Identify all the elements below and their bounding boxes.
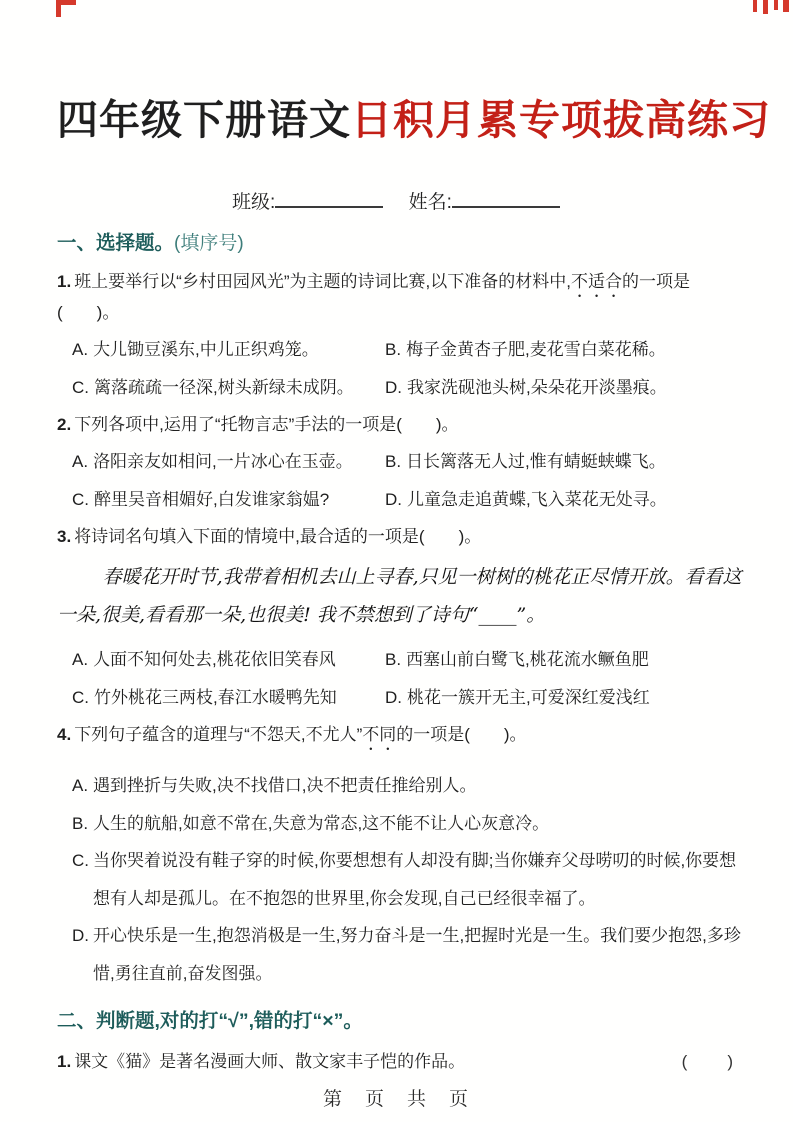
section-heading-text: 一、选择题。	[57, 232, 175, 255]
name-blank-line	[452, 187, 560, 208]
option-text: 人生的航船,如意不常在,失意为常态,这不能不让人心灰意冷。	[93, 813, 550, 833]
option-text: 篱落疏疏一径深,树头新绿未成阴。	[94, 378, 354, 398]
option-text: 竹外桃花三两枝,春江水暖鸭先知	[94, 688, 337, 708]
section-heading-note: (填序号)	[174, 233, 244, 255]
option-label: A.	[72, 340, 89, 360]
option-a	[72, 450, 385, 473]
judgment-question-1	[57, 1050, 743, 1073]
option-label: D.	[385, 378, 402, 398]
option-label: B.	[72, 813, 89, 833]
red-crop-mark-top-right	[753, 0, 757, 12]
option-c	[57, 842, 743, 917]
question-number: 1.	[57, 1052, 72, 1072]
question-number: 3.	[57, 527, 72, 547]
section-heading-text: 二、判断题,对的打“√”,错的打“×”。	[57, 1010, 363, 1033]
page-title	[57, 0, 771, 145]
question-number: 4.	[57, 725, 72, 745]
question-4-stem	[57, 723, 743, 754]
question-2-stem	[57, 413, 743, 436]
option-label: A.	[72, 776, 89, 796]
question-2-options	[72, 450, 743, 511]
option-label: A.	[72, 452, 89, 472]
option-label: C.	[72, 688, 89, 708]
option-b	[385, 338, 743, 361]
option-text: 儿童急走追黄蝶,飞入菜花无处寻。	[407, 490, 667, 510]
name-label: 姓名:	[408, 192, 452, 214]
option-text: 人面不知何处去,桃花依旧笑春风	[93, 650, 336, 670]
option-text: 我家洗砚池头树,朵朵花开淡墨痕。	[407, 378, 667, 398]
option-label: D.	[72, 926, 89, 946]
stem-text: 班上要举行以“乡村田园风光”为主题的诗词比赛,以下准备的材料中,	[74, 272, 571, 292]
option-text: 日长篱落无人过,惟有蜻蜓蛱蝶飞。	[406, 452, 666, 472]
stem-text: 将诗词名句填入下面的情境中,最合适的一项是( )。	[74, 527, 482, 547]
option-a	[72, 648, 385, 671]
option-label: C.	[72, 378, 89, 398]
question-3-passage: 春暖花开时节,我带着相机去山上寻春,只见一树树的桃花正尽情开放。看看这一朵,很美,看看那一朵,也很美! 我不禁想到了诗句“____”。	[57, 566, 742, 627]
red-crop-mark-top-left	[56, 0, 61, 17]
option-text: 大儿锄豆溪东,中儿正织鸡笼。	[93, 340, 319, 360]
option-label: B.	[385, 452, 402, 472]
class-blank-line	[275, 187, 383, 208]
red-crop-mark-top-right	[763, 0, 768, 14]
option-label: C.	[72, 490, 89, 510]
option-text: 西塞山前白鹭飞,桃花流水鳜鱼肥	[406, 650, 649, 670]
option-label: D.	[385, 688, 402, 708]
option-text: 遇到挫折与失败,决不找借口,决不把责任推给别人。	[93, 776, 477, 796]
question-number: 2.	[57, 415, 72, 435]
option-label: C.	[72, 851, 89, 871]
stem-text: 的一项是( )。	[396, 725, 527, 745]
option-b	[57, 805, 743, 843]
stem-emphasized-text: 不适合	[570, 272, 622, 292]
option-label: B.	[385, 340, 402, 360]
option-c	[72, 376, 385, 399]
section-heading-judgment	[57, 1009, 743, 1033]
option-text: 桃花一簇开无主,可爱深红爱浅红	[407, 688, 650, 708]
option-text: 梅子金黄杏子肥,麦花雪白菜花稀。	[406, 340, 666, 360]
section-heading-choice	[57, 231, 743, 256]
question-text: 课文《猫》是著名漫画大师、散文家丰子恺的作品。	[74, 1052, 466, 1072]
option-d	[385, 686, 743, 709]
option-label: D.	[385, 490, 402, 510]
question-1-options	[72, 338, 743, 399]
option-label: B.	[385, 650, 402, 670]
red-crop-mark-top-right	[774, 0, 778, 10]
option-text: 洛阳亲友如相问,一片冰心在玉壶。	[93, 452, 353, 472]
option-d	[57, 917, 743, 992]
stem-text: 下列各项中,运用了“托物言志”手法的一项是( )。	[74, 415, 459, 435]
question-3-stem	[57, 525, 743, 548]
option-d	[385, 376, 743, 399]
class-label: 班级:	[232, 192, 276, 214]
judgment-text	[57, 1050, 465, 1073]
option-d	[385, 488, 743, 511]
stem-text: 的一项是( )。	[57, 272, 690, 323]
option-c	[72, 686, 385, 709]
title-main: 四年级下册语文	[57, 97, 351, 143]
option-label: A.	[72, 650, 89, 670]
stem-emphasized-text: 不同	[362, 725, 397, 745]
option-text: 开心快乐是一生,抱怨消极是一生,努力奋斗是一生,把握时光是一生。我们要少抱怨,多珍惜,勇往直前,奋发图强。	[93, 926, 741, 983]
title-highlight: 日积月累专项拔高练习	[351, 97, 771, 143]
option-a	[57, 767, 743, 805]
page-footer: 第 页 共 页	[322, 1089, 470, 1110]
option-a	[72, 338, 385, 361]
option-c	[72, 488, 385, 511]
option-text: 醉里吴音相媚好,白发谁家翁媪?	[94, 490, 330, 510]
question-3-options	[72, 648, 743, 709]
student-id-row	[232, 187, 743, 214]
judgment-answer-blank: ( )	[681, 1052, 735, 1072]
red-crop-mark-top-right	[783, 0, 789, 12]
option-b	[385, 648, 743, 671]
question-number: 1.	[57, 272, 72, 292]
stem-text: 下列句子蕴含的道理与“不怨天,不尤人”	[74, 725, 363, 745]
question-1-stem	[57, 270, 743, 324]
option-text: 当你哭着说没有鞋子穿的时候,你要想想有人却没有脚;当你嫌弃父母唠叨的时候,你要想想有人却是孤儿。在不抱怨的世界里,你会发现,自己已经很幸福了。	[93, 851, 737, 908]
option-b	[385, 450, 743, 473]
